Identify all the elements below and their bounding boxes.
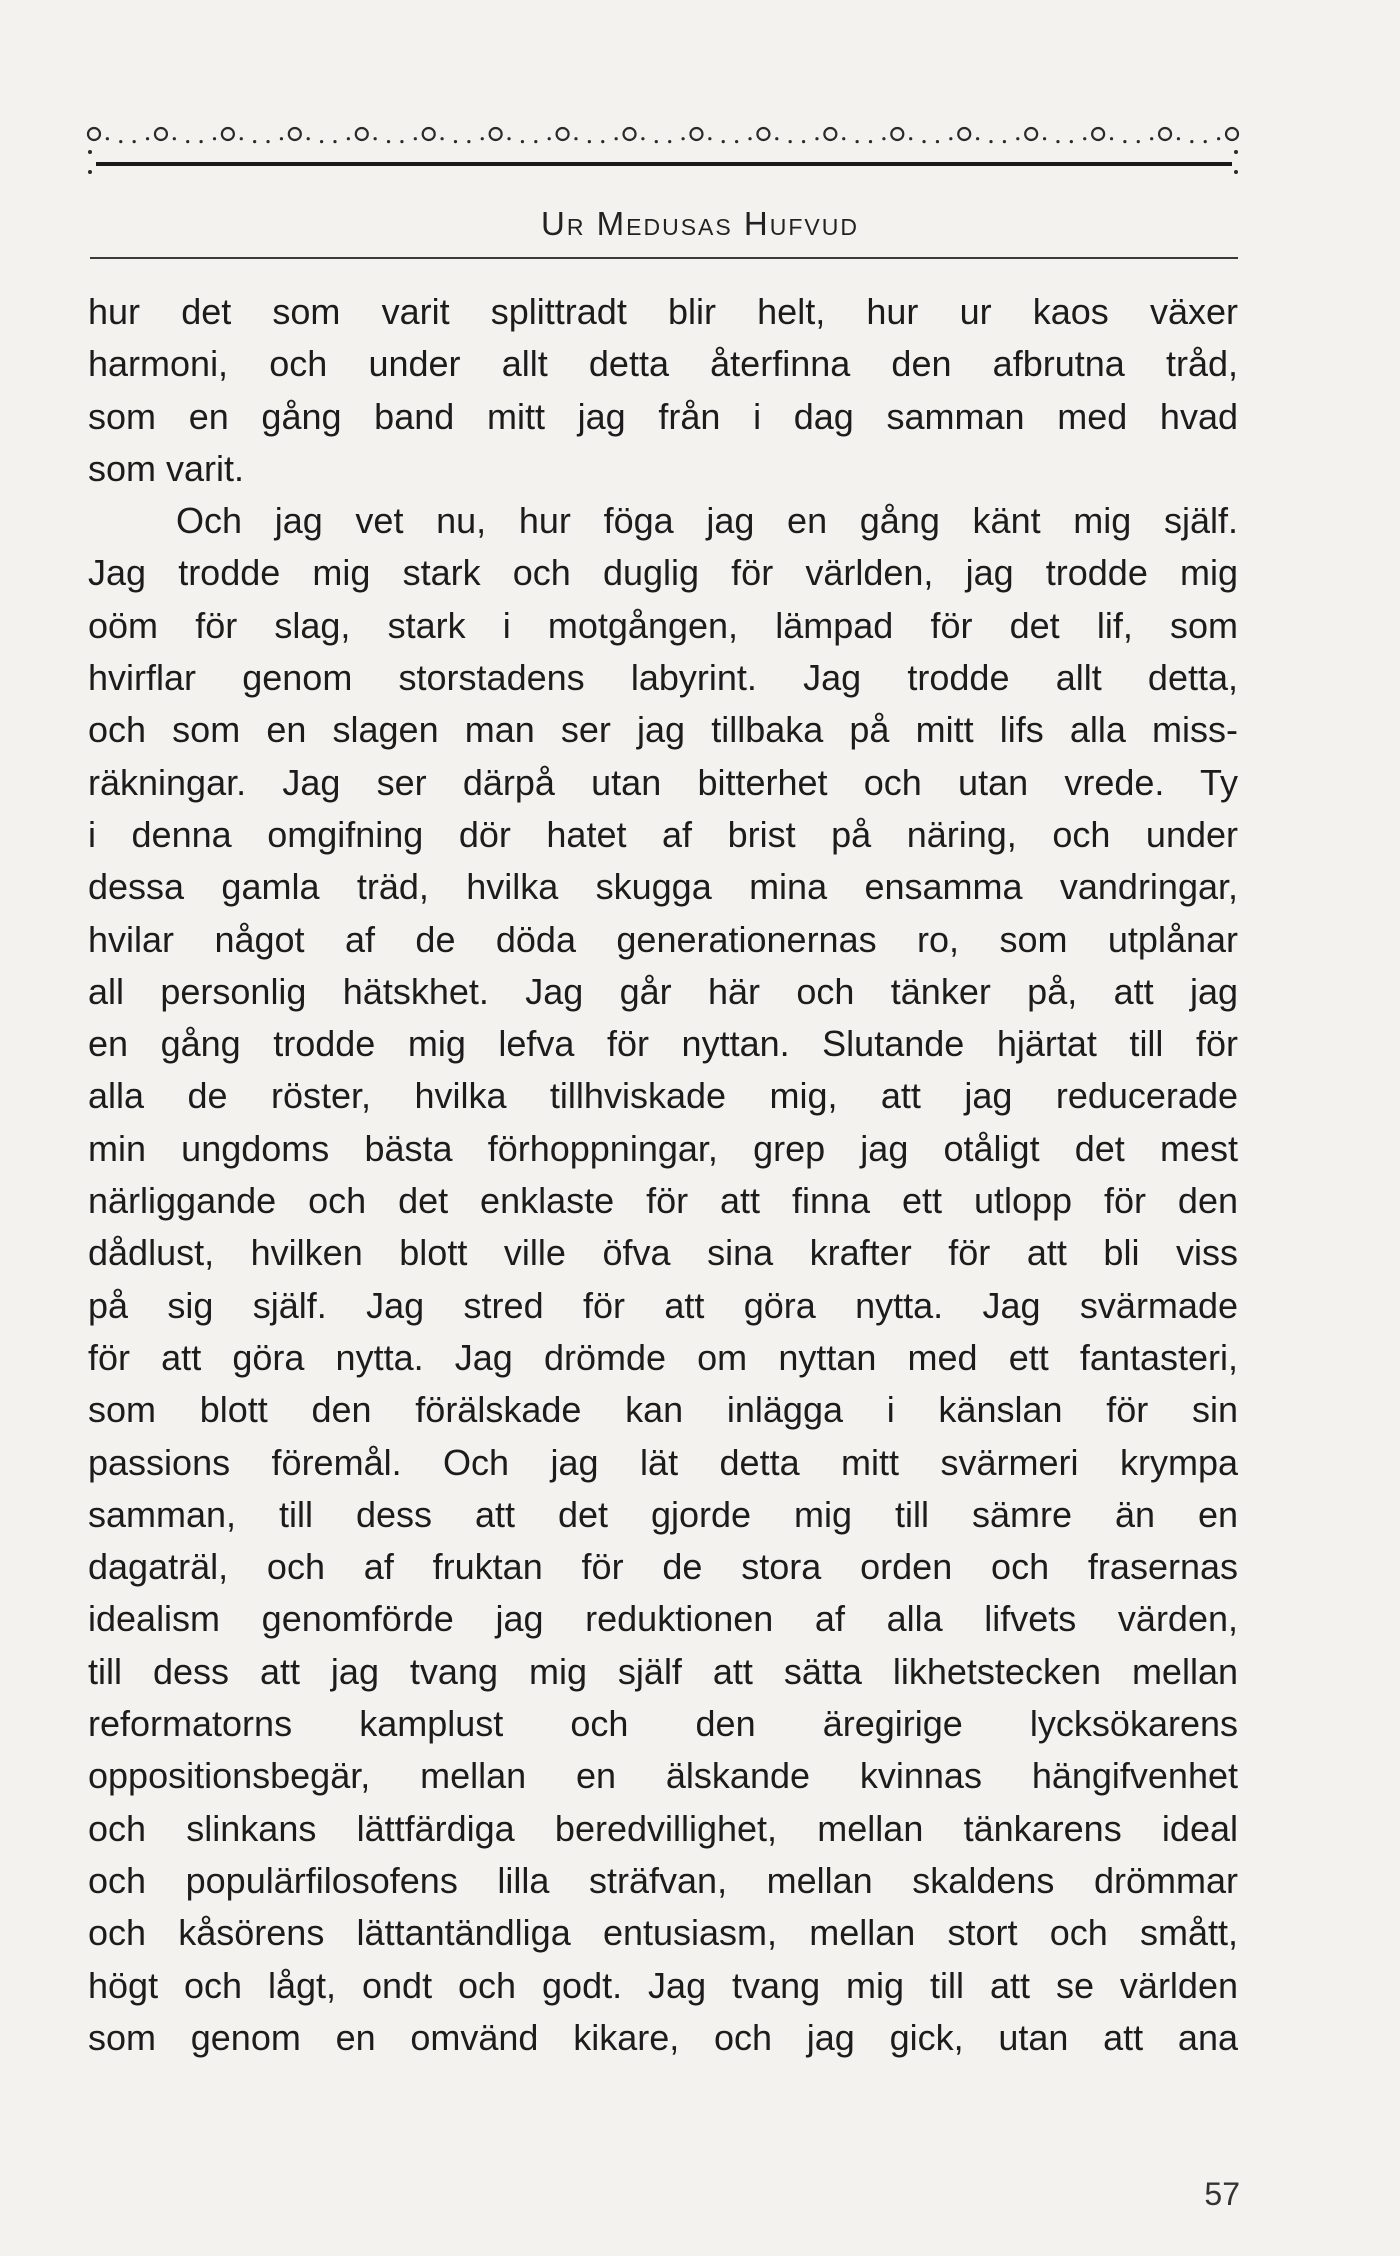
ornament-dot [320,140,323,143]
ornament-dot [119,140,122,143]
text-line: oppositionsbegär, mellan en älskande kvinnas hängifvenhet [88,1755,1238,1797]
ornament-dot [1137,140,1140,143]
ornament-dot [454,140,457,143]
ornament-dot [146,137,149,140]
text-line: på sig själf. Jag stred för att göra nytta. Jag svärmade [88,1284,1238,1326]
ornament-dot [842,137,845,140]
running-title: Ur Medusas Hufvud [541,205,859,242]
ornament-dot [507,137,510,140]
ornament-dot [213,137,216,140]
ornament-ring [88,128,100,140]
ornament-dot [789,140,792,143]
text-line: reformatorns kamplust och den äregirige lycksökarens [88,1703,1238,1745]
ornament-dot [601,140,604,143]
ornament-dot [347,137,350,140]
ornament-dot [748,137,751,140]
ornament-dot [200,140,203,143]
ornament-dot [775,137,778,140]
ornament-dot [307,137,310,140]
header-rule [90,257,1238,259]
text-line: Jag trodde mig stark och duglig för världen, jag trodde mig [88,552,1238,594]
ornament-dot [989,140,992,143]
text-line: för att göra nytta. Jag drömde om nyttan med ett fantasteri, [88,1336,1238,1378]
text-line: passions föremål. Och jag lät detta mitt svärmeri krympa [88,1441,1238,1483]
ornament-ring [1159,128,1171,140]
ornament-dot [1190,140,1193,143]
ornament-dot [1177,137,1180,140]
text-line: min ungdoms bästa förhoppningar, grep jag otåligt det mest [88,1127,1238,1169]
ornament-dot [266,140,269,143]
text-line: hur det som varit splittradt blir helt, hur ur kaos växer [88,291,1238,332]
text-line: och som en slagen man ser jag tillbaka på mitt lifs alla miss- [88,709,1238,751]
ornament-dot [615,137,618,140]
text-line: som en gång band mitt jag från i dag samman med hvad [88,395,1238,437]
ornament-dot [882,137,885,140]
ornament-dot [1204,140,1207,143]
ornament-dot [574,137,577,140]
ornament-dot [173,137,176,140]
ornament-dot [186,140,189,143]
ornament-dot [708,137,711,140]
ornament-dot [815,137,818,140]
page-number: 57 [1204,2176,1240,2212]
ornament-dot [976,137,979,140]
text-line: och populärfilosofens lilla sträfvan, mellan skaldens drömmar [88,1859,1238,1901]
ornament-dot [1056,140,1059,143]
ornament-ring [1025,128,1037,140]
ornament-dot [735,140,738,143]
ornament-border-icon [86,112,1242,182]
ornament-dot [641,137,644,140]
ornament-corner-dot [88,170,92,174]
ornament-dot [936,140,939,143]
ornament-ring [1092,128,1104,140]
ornament-dot [588,140,591,143]
text-line: i denna omgifning dör hatet af brist på näring, och under [88,813,1238,855]
text-line: en gång trodde mig lefva för nyttan. Slutande hjärtat till för [88,1023,1238,1065]
ornament-dot [802,140,805,143]
ornament-dot [440,137,443,140]
ornament-dot [1070,140,1073,143]
ornament-dot [1043,137,1046,140]
ornament-dot [333,140,336,143]
ornament-ring [289,128,301,140]
ornament-dot [521,140,524,143]
ornament-dot [414,137,417,140]
ornament-dot [856,140,859,143]
text-line: som blott den förälskade kan inlägga i känslan för sin [88,1389,1238,1431]
ornament-corner-dot [1234,150,1238,154]
ornament-ring [155,128,167,140]
text-line: dådlust, hvilken blott ville öfva sina krafter för att bli viss [88,1232,1238,1274]
text-line: all personlig hätskhet. Jag går här och tänker på, att jag [88,970,1238,1012]
ornament-dot [400,140,403,143]
ornament-ring [624,128,636,140]
text-line: till dess att jag tvang mig själf att sätta likhetstecken mellan [88,1650,1238,1692]
ornament-dot [1083,137,1086,140]
ornament-dot [240,137,243,140]
text-line: oöm för slag, stark i motgången, lämpad för det lif, som [88,604,1238,646]
ornament-dot [387,140,390,143]
text-line: räkningar. Jag ser därpå utan bitterhet och utan vrede. Ty [88,761,1238,803]
ornament-dot [909,137,912,140]
ornament-ring [824,128,836,140]
body-text [88,286,1238,2064]
ornament-dot [534,140,537,143]
ornament-dot [922,140,925,143]
ornament-ring [891,128,903,140]
text-line: närliggande och det enklaste för att finna ett utlopp för den [88,1180,1238,1222]
ornament-dot [722,140,725,143]
text-line: dagaträl, och af fruktan för de stora orden och frasernas [88,1546,1238,1588]
ornament-dot [280,137,283,140]
ornament-ring [757,128,769,140]
text-line: hvilar något af de döda generationernas ro, som utplånar [88,918,1238,960]
ornament-dot [133,140,136,143]
ornament-dot [1003,140,1006,143]
ornament-dot [481,137,484,140]
ornament-dot [106,137,109,140]
text-line: Och jag vet nu, hur föga jag en gång känt mig själf. [176,500,1238,542]
text-line: högt och lågt, ondt och godt. Jag tvang mig till att se världen [88,1964,1238,2006]
ornament-corner-dot [1234,170,1238,174]
ornament-ring [690,128,702,140]
ornament-ring [222,128,234,140]
ornament-rule [96,162,1232,166]
text-line: hvirflar genom storstadens labyrint. Jag trodde allt detta, [88,657,1238,699]
text-line: harmoni, och under allt detta återfinna den afbrutna tråd, [88,343,1238,385]
text-line: alla de röster, hvilka tillhviskade mig, att jag reducerade [88,1075,1238,1117]
ornament-ring [958,128,970,140]
ornament-dot [467,140,470,143]
text-line: dessa gamla träd, hvilka skugga mina ensamma vandringar, [88,866,1238,908]
ornament-ring [423,128,435,140]
text-line: och kåsörens lättantändliga entusiasm, mellan stort och smått, [88,1912,1238,1954]
text-line: som varit. [88,447,245,489]
ornament-ring [557,128,569,140]
ornament-ring [356,128,368,140]
text-line: idealism genomförde jag reduktionen af alla lifvets värden, [88,1598,1238,1640]
ornament-dot [253,140,256,143]
ornament-dot [1217,137,1220,140]
ornament-dot [548,137,551,140]
ornament-corner-dot [88,150,92,154]
ornament-dot [1110,137,1113,140]
ornament-ring [490,128,502,140]
ornament-dot [655,140,658,143]
ornament-dot [1016,137,1019,140]
ornament-ring [1226,128,1238,140]
ornament-dot [1123,140,1126,143]
ornament-dot [668,140,671,143]
ornament-dot [1150,137,1153,140]
text-line: som genom en omvänd kikare, och jag gick, utan att ana [88,2016,1238,2058]
text-line: samman, till dess att det gjorde mig till sämre än en [88,1493,1238,1535]
text-line: och slinkans lättfärdiga beredvillighet, mellan tänkarens ideal [88,1807,1238,1849]
ornament-dot [681,137,684,140]
ornament-dot [949,137,952,140]
ornament-dot [374,137,377,140]
ornament-dot [869,140,872,143]
